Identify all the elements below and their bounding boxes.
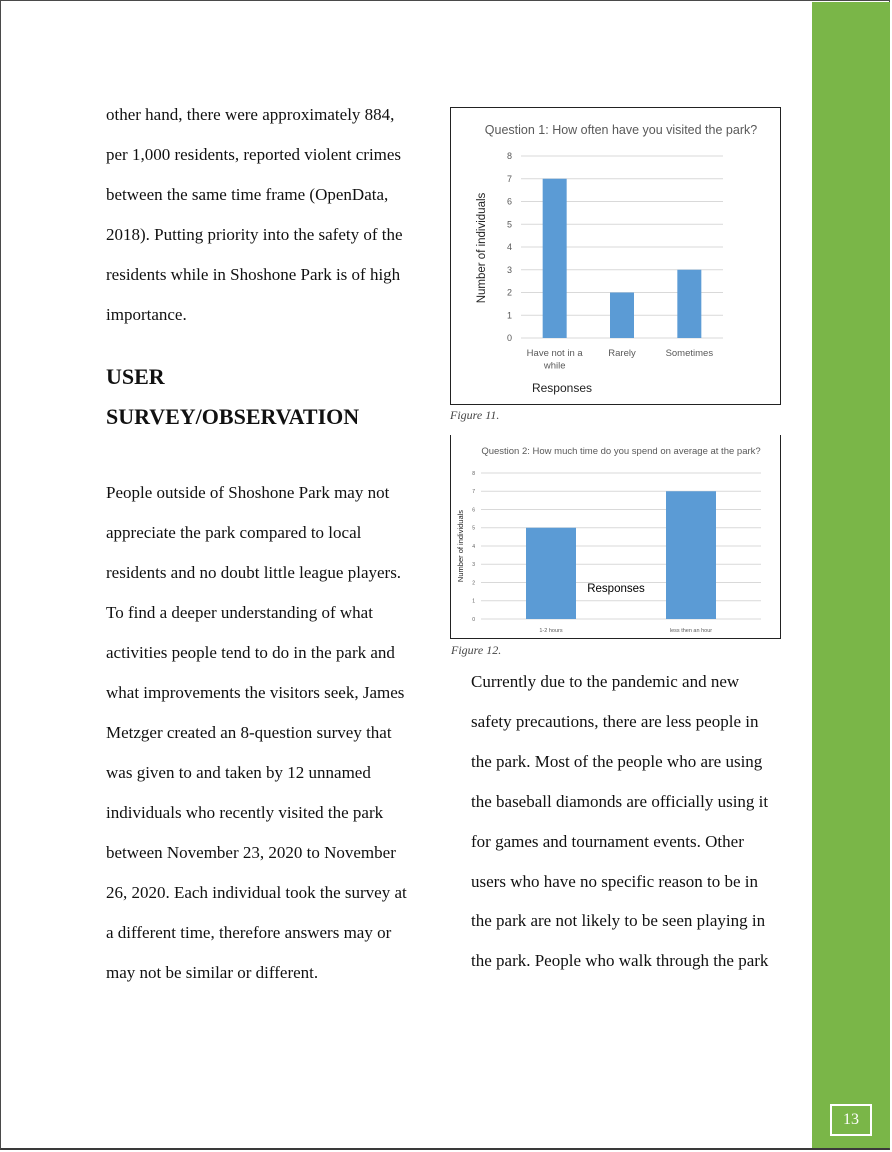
intro-line: importance. — [106, 305, 187, 324]
x-category-label: Sometimes — [665, 348, 714, 359]
y-tick-label: 6 — [472, 507, 475, 514]
green-side-band — [812, 2, 890, 1148]
body-line: To find a deeper understanding of what — [106, 603, 373, 622]
body-line: for games and tournament events. Other — [471, 832, 744, 851]
y-axis-label: Number of individuals — [456, 509, 465, 583]
intro-line: per 1,000 residents, reported violent crimes — [106, 145, 402, 164]
body-line: the park. People who walk through the park — [471, 951, 769, 970]
body-line: Currently due to the pandemic and new — [471, 672, 740, 691]
intro-line: residents while in Shoshone Park is of high — [106, 265, 401, 284]
bar — [526, 528, 576, 619]
intro-line: other hand, there were approximately 884, — [106, 105, 395, 124]
chart-2-svg — [451, 435, 779, 637]
figure-12-chart — [450, 435, 781, 639]
body-line: the park. Most of the people who are using — [471, 752, 763, 771]
chart-1-svg — [451, 108, 779, 403]
y-tick-label: 0 — [472, 616, 475, 623]
body-line: the baseball diamonds are officially using it — [471, 792, 769, 811]
y-tick-label: 5 — [506, 219, 512, 230]
y-tick-label: 1 — [506, 310, 512, 321]
y-tick-label: 5 — [472, 525, 475, 532]
bar — [610, 293, 634, 339]
y-tick-label: 2 — [506, 287, 512, 298]
body-line: the park are not likely to be seen playing in — [471, 911, 766, 930]
intro-line: 2018). Putting priority into the safety of the — [106, 225, 403, 244]
y-tick-label: 1 — [472, 598, 475, 605]
y-tick-label: 6 — [506, 196, 512, 207]
body-line: may not be similar or different. — [106, 963, 319, 982]
x-axis-label: Responses — [531, 381, 593, 395]
x-category-label: 1-2 hours — [539, 628, 563, 634]
body-line: 26, 2020. Each individual took the survey at — [106, 883, 407, 902]
chart-title: Question 2: How much time do you spend on average at the park? — [481, 446, 761, 457]
body-line: what improvements the visitors seek, James — [106, 683, 405, 702]
figure-caption: Figure 11. — [450, 408, 500, 422]
body-line: safety precautions, there are less people in — [471, 712, 759, 731]
y-axis-label: Number of individuals — [476, 192, 488, 304]
y-tick-label: 2 — [472, 580, 475, 587]
y-tick-label: 8 — [472, 470, 475, 477]
y-tick-label: 3 — [472, 562, 475, 568]
section-heading: SURVEY/OBSERVATION — [106, 404, 360, 429]
body-line: Metzger created an 8-question survey that — [106, 723, 392, 742]
body-line: between November 23, 2020 to November — [106, 843, 396, 862]
bar — [543, 179, 567, 338]
x-category-label: Have not in a — [526, 348, 583, 359]
y-tick-label: 0 — [506, 333, 512, 344]
body-line: a different time, therefore answers may or — [106, 923, 392, 942]
x-axis-label: Responses — [587, 583, 645, 595]
body-line: People outside of Shoshone Park may not — [106, 483, 390, 502]
figure-caption: Figure 12. — [451, 643, 502, 657]
x-category-label: while — [543, 360, 566, 372]
bar — [677, 270, 701, 338]
body-line: residents and no doubt little league players. — [106, 563, 402, 582]
y-tick-label: 8 — [506, 151, 512, 162]
bar — [666, 491, 716, 619]
body-line: activities people tend to do in the park and — [106, 643, 395, 662]
intro-line: between the same time frame (OpenData, — [106, 185, 389, 204]
body-line: users who have no specific reason to be in — [471, 872, 759, 891]
y-tick-label: 3 — [506, 264, 512, 275]
y-tick-label: 4 — [472, 543, 475, 550]
chart-title: Question 1: How often have you visited the park? — [484, 123, 758, 137]
y-tick-label: 7 — [506, 173, 512, 184]
x-category-label: Rarely — [608, 348, 636, 359]
y-tick-label: 7 — [472, 489, 475, 495]
body-line: appreciate the park compared to local — [106, 523, 362, 542]
x-category-label: less then an hour — [669, 628, 713, 634]
page-number: 13 — [830, 1104, 872, 1136]
y-tick-label: 4 — [506, 242, 512, 253]
body-line: was given to and taken by 12 unnamed — [106, 763, 371, 782]
section-heading: USER — [106, 364, 165, 389]
figure-11-chart — [450, 107, 781, 405]
body-line: individuals who recently visited the park — [106, 803, 384, 822]
